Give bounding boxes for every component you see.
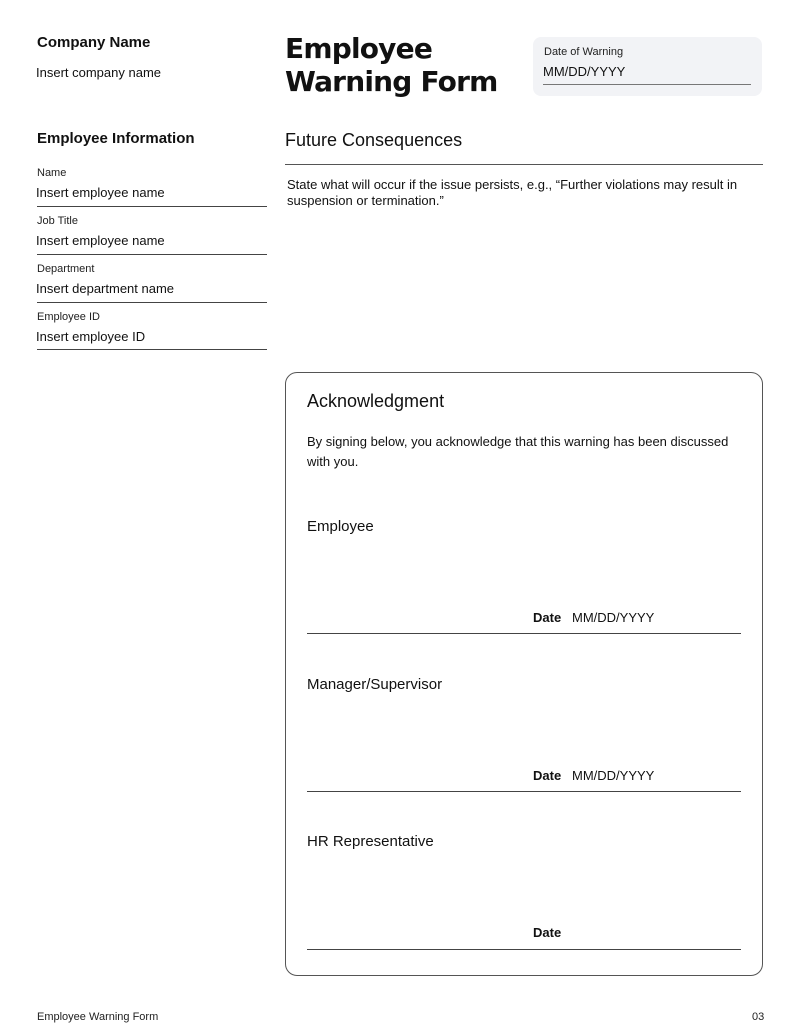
divider <box>543 84 751 85</box>
future-consequences-text-1[interactable]: State what will occur if the issue persists, e.g., “Further violations may result in <box>287 177 738 192</box>
manager-signature-label: Manager/Supervisor <box>307 676 443 693</box>
divider <box>285 164 763 165</box>
department-label: Department <box>37 263 95 275</box>
divider <box>37 349 267 350</box>
footer-title: Employee Warning Form <box>37 1011 159 1023</box>
acknowledgment-heading: Acknowledgment <box>307 391 445 411</box>
employee-id-field[interactable]: Insert employee ID <box>36 329 146 344</box>
job-title-field[interactable]: Insert employee name <box>36 233 165 248</box>
company-name-field[interactable]: Insert company name <box>36 65 162 80</box>
manager-date-field[interactable]: MM/DD/YYYY <box>572 768 655 783</box>
job-title-label: Job Title <box>37 215 78 227</box>
employee-id-label: Employee ID <box>37 311 100 323</box>
acknowledgment-text-2: with you. <box>307 454 359 469</box>
name-field[interactable]: Insert employee name <box>36 185 165 200</box>
manager-signature-line[interactable] <box>307 791 741 792</box>
date-of-warning-label: Date of Warning <box>544 46 624 58</box>
employee-date-label: Date <box>533 610 562 625</box>
employee-signature-label: Employee <box>307 518 374 535</box>
page-title <box>285 32 497 98</box>
divider <box>37 206 267 207</box>
divider <box>37 254 267 255</box>
company-heading: Company Name <box>37 34 151 51</box>
department-field[interactable]: Insert department name <box>36 281 175 296</box>
acknowledgment-box <box>285 372 763 976</box>
title-line-1: Employee <box>285 32 433 65</box>
employee-date-field[interactable]: MM/DD/YYYY <box>572 610 655 625</box>
manager-date-label: Date <box>533 768 562 783</box>
employee-info-heading: Employee Information <box>37 130 195 147</box>
employee-signature-line[interactable] <box>307 633 741 634</box>
future-consequences-text-2[interactable]: suspension or termination.” <box>287 193 444 208</box>
page-number: 03 <box>752 1011 765 1023</box>
future-consequences-heading: Future Consequences <box>285 130 463 150</box>
date-of-warning-field[interactable]: MM/DD/YYYY <box>543 64 626 79</box>
hr-date-label: Date <box>533 925 562 940</box>
acknowledgment-text-1: By signing below, you acknowledge that this warning has been discussed <box>307 434 729 449</box>
title-line-2: Warning Form <box>285 65 498 98</box>
hr-signature-line[interactable] <box>307 949 741 950</box>
hr-signature-label: HR Representative <box>307 833 434 850</box>
name-label: Name <box>37 167 67 179</box>
date-of-warning-box <box>533 37 762 96</box>
divider <box>37 302 267 303</box>
